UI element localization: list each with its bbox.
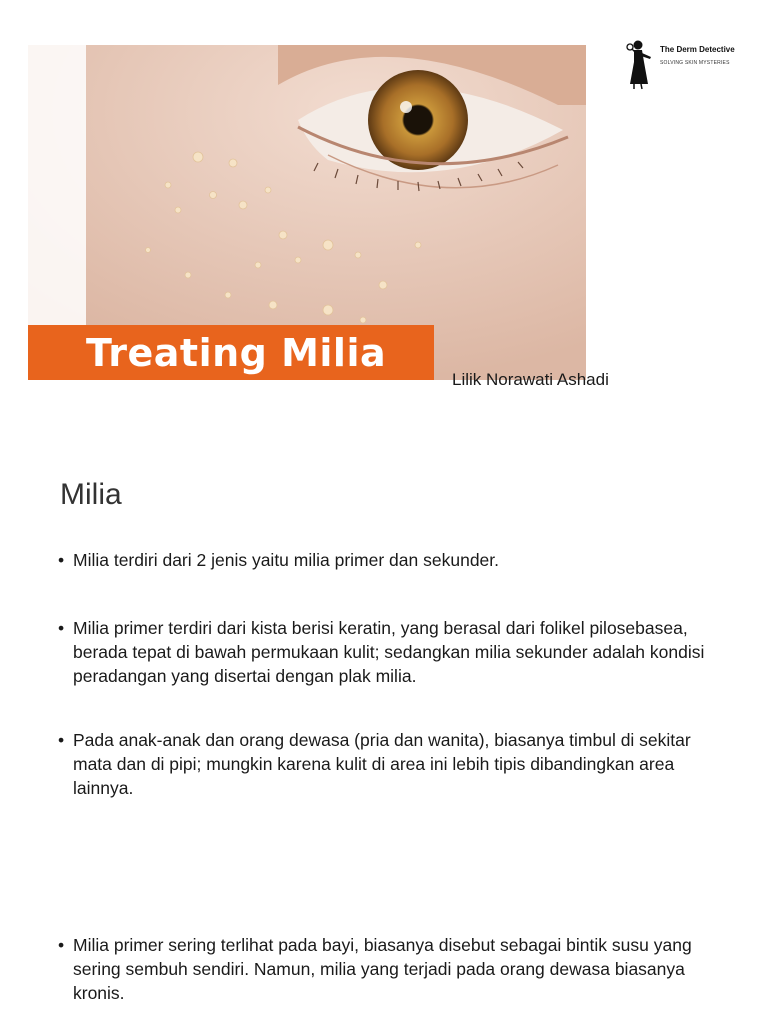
slide-title: Treating Milia (86, 330, 387, 375)
logo-name: The Derm Detective (660, 45, 735, 54)
list-item: • Milia primer terdiri dari kista berisi keratin, yang berasal dari folikel pilosebasea, berada tepat di bawah permukaan kulit; sedangkan milia sekunder adalah kondisi peradangan yang disertai dengan plak milia. (58, 616, 718, 688)
list-item: • Milia primer sering terlihat pada bayi, biasanya disebut sebagai bintik susu yang sering sembuh sendiri. Namun, milia yang terjadi pada orang dewasa biasanya kronis. (58, 933, 718, 1005)
detective-silhouette-icon (626, 38, 656, 90)
list-item: • Pada anak-anak dan orang dewasa (pria dan wanita), biasanya timbul di sekitar mata dan di pipi; mungkin karena kulit di area ini lebih tipis dibandingkan area lainnya. (58, 728, 718, 800)
list-item: • Milia terdiri dari 2 jenis yaitu milia primer dan sekunder. (58, 548, 718, 572)
title-banner (28, 325, 434, 380)
logo-tagline: SOLVING SKIN MYSTERIES (660, 60, 730, 66)
slide-gap (0, 430, 768, 454)
title-slide (0, 0, 768, 430)
derm-detective-logo (626, 38, 746, 90)
section-heading: Milia (60, 478, 122, 511)
author-name: Lilik Norawati Ashadi (452, 370, 609, 389)
